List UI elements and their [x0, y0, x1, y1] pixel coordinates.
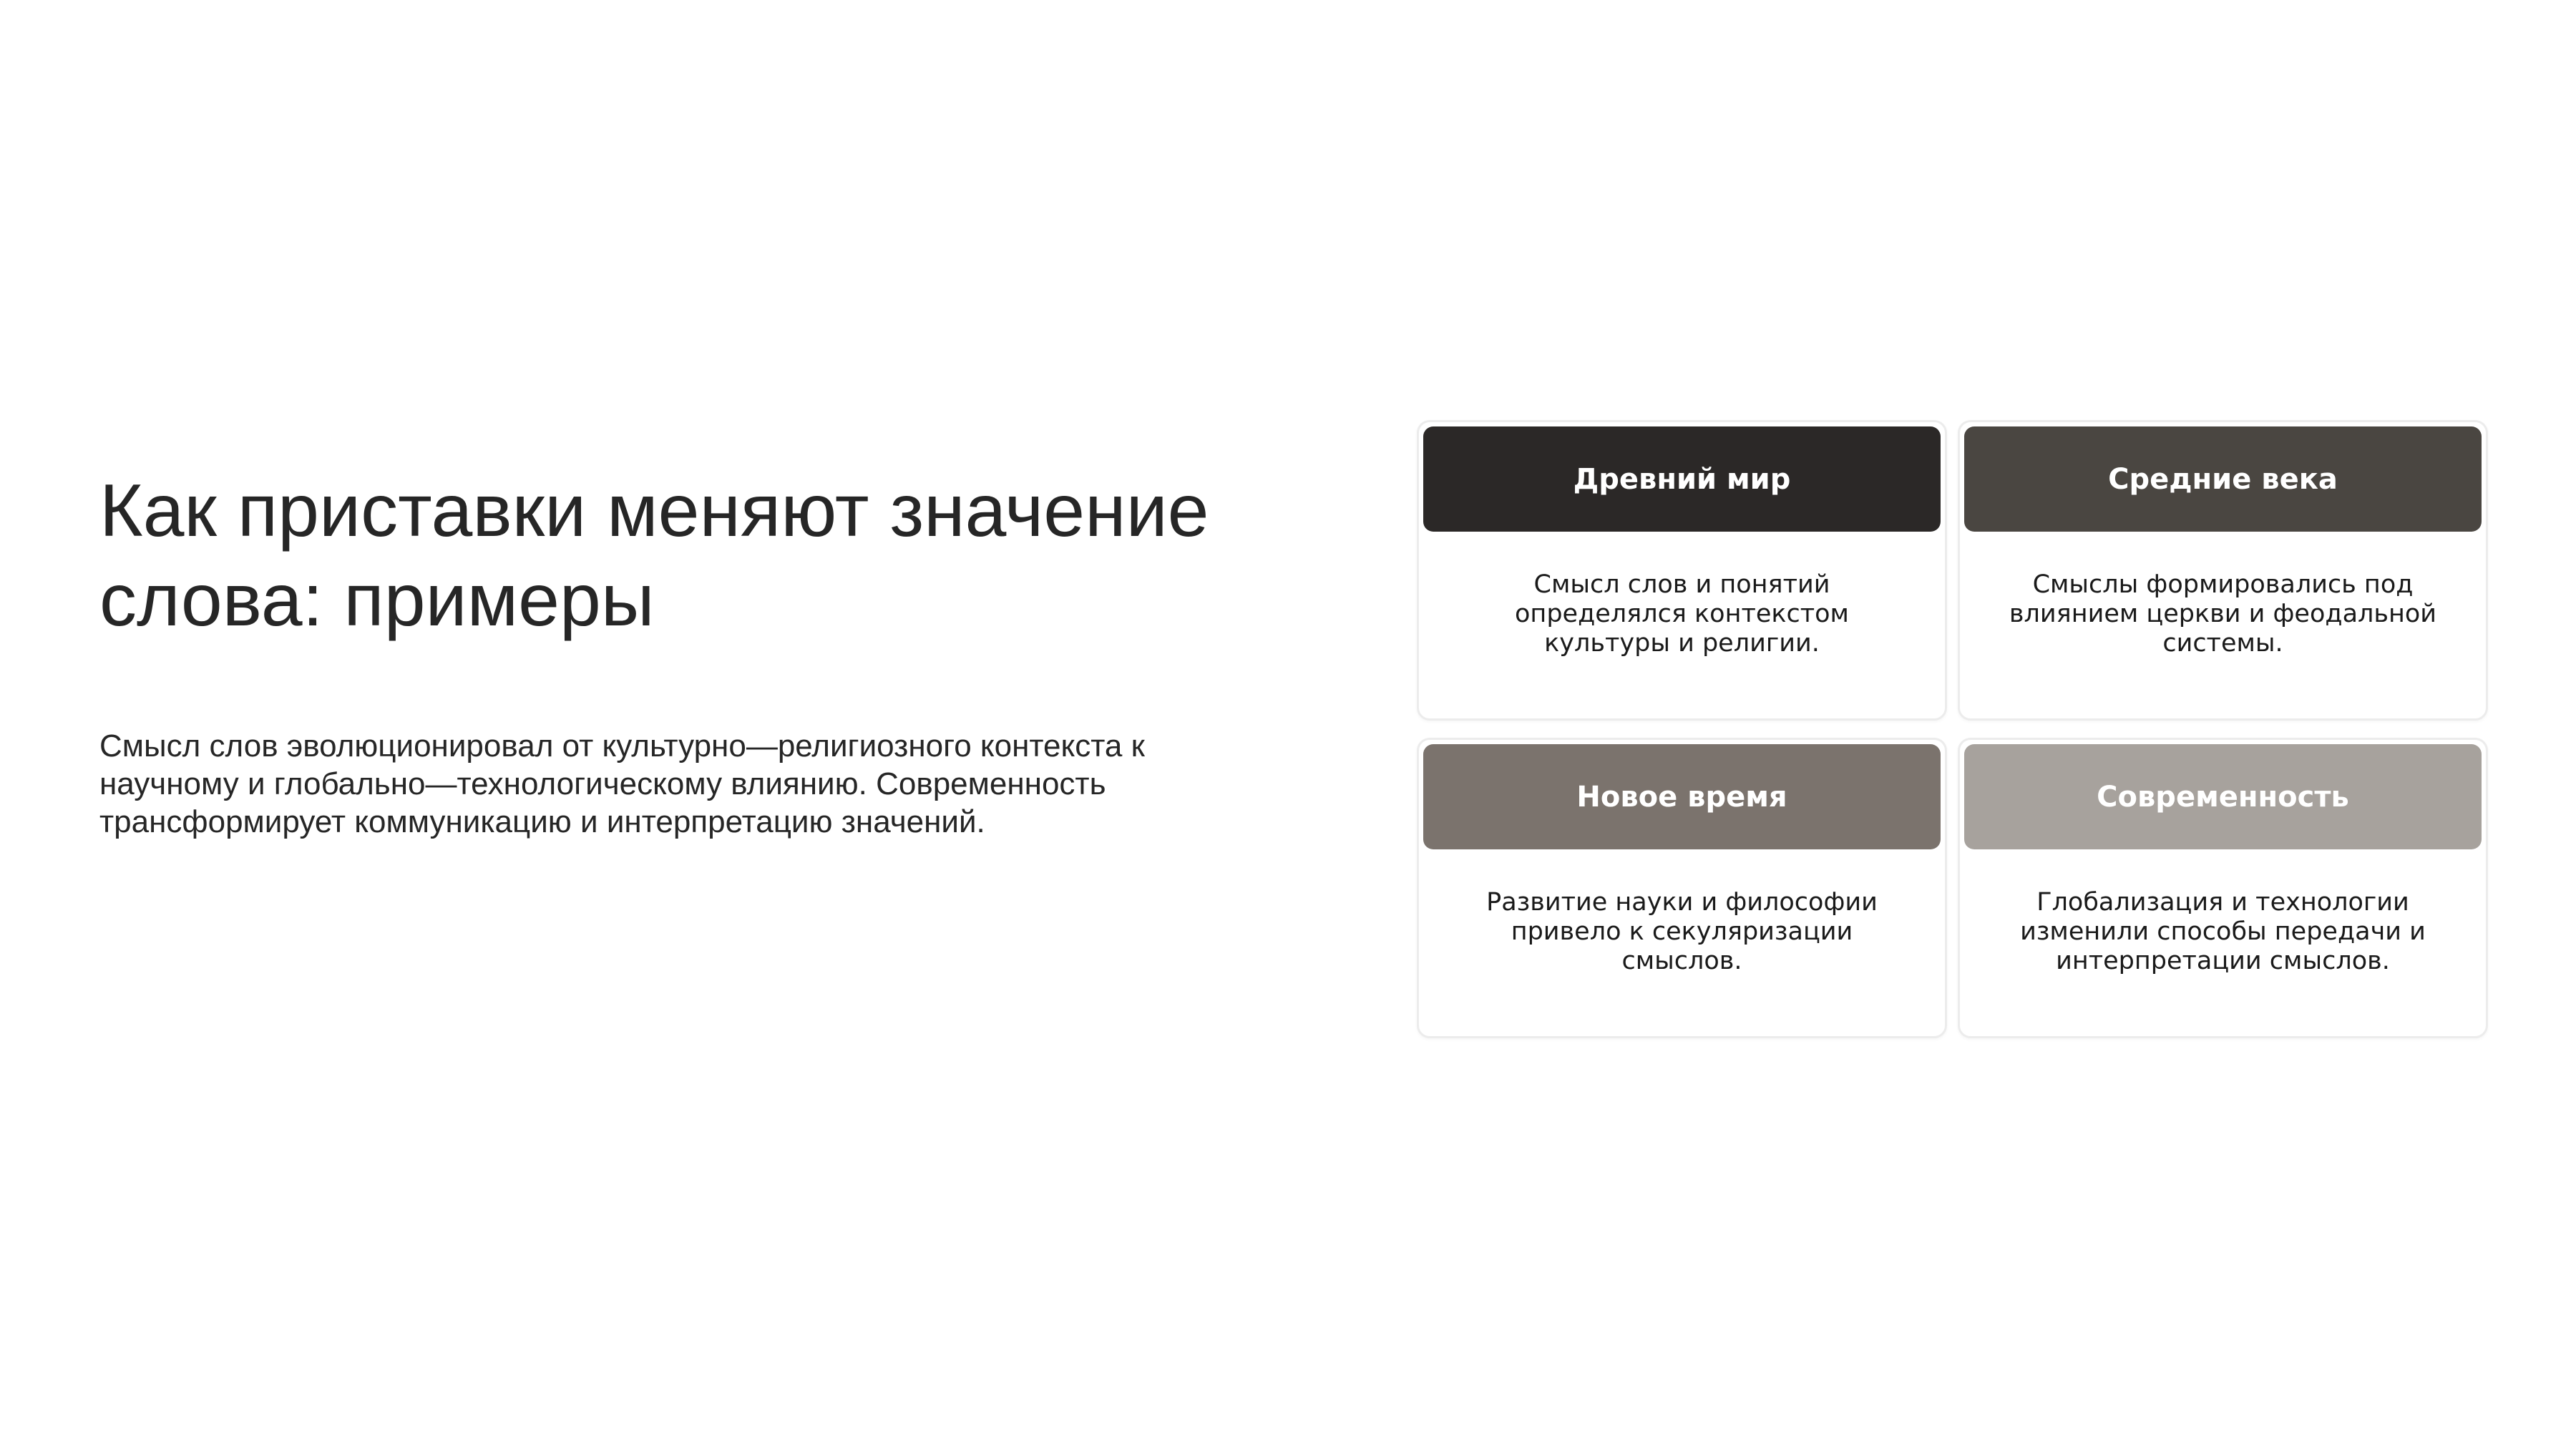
era-card-body	[1964, 849, 2482, 1032]
era-card-body	[1423, 532, 1941, 714]
era-card-text: Смысл слов и понятий определялся контекстом культуры и религии.	[1515, 570, 1849, 658]
era-card-header	[1964, 426, 2482, 532]
era-card-modern-age	[1417, 738, 1947, 1038]
era-card-header	[1423, 426, 1941, 532]
era-card-text: Глобализация и технологии изменили способы передачи и интерпретации смыслов.	[2020, 888, 2426, 975]
era-card-text: Развитие науки и философии привело к секуляризации смыслов.	[1486, 888, 1878, 975]
left-column	[99, 467, 1316, 841]
era-card-body	[1964, 532, 2482, 714]
slide-description: Смысл слов эволюционировал от культурно—религиозного контекста к научному и глобально—технологическому влиянию. Современность трансформирует коммуникацию и интерпретацию значений.	[99, 728, 1145, 839]
era-card-heading: Древний мир	[1573, 462, 1791, 496]
era-cards-grid	[1417, 420, 2488, 1038]
era-card-heading: Средние века	[2108, 462, 2338, 496]
era-card-body	[1423, 849, 1941, 1032]
era-card-header	[1964, 744, 2482, 849]
era-card-ancient	[1417, 420, 1947, 721]
era-card-heading: Новое время	[1576, 780, 1787, 814]
era-card-heading: Современность	[2097, 780, 2349, 814]
era-card-contemporary	[1958, 738, 2488, 1038]
slide-title: Как приставки меняют значение слова: примеры	[99, 469, 1209, 642]
era-card-header	[1423, 744, 1941, 849]
era-card-text: Смыслы формировались под влиянием церкви и феодальной системы.	[2009, 570, 2437, 658]
era-card-middle-ages	[1958, 420, 2488, 721]
